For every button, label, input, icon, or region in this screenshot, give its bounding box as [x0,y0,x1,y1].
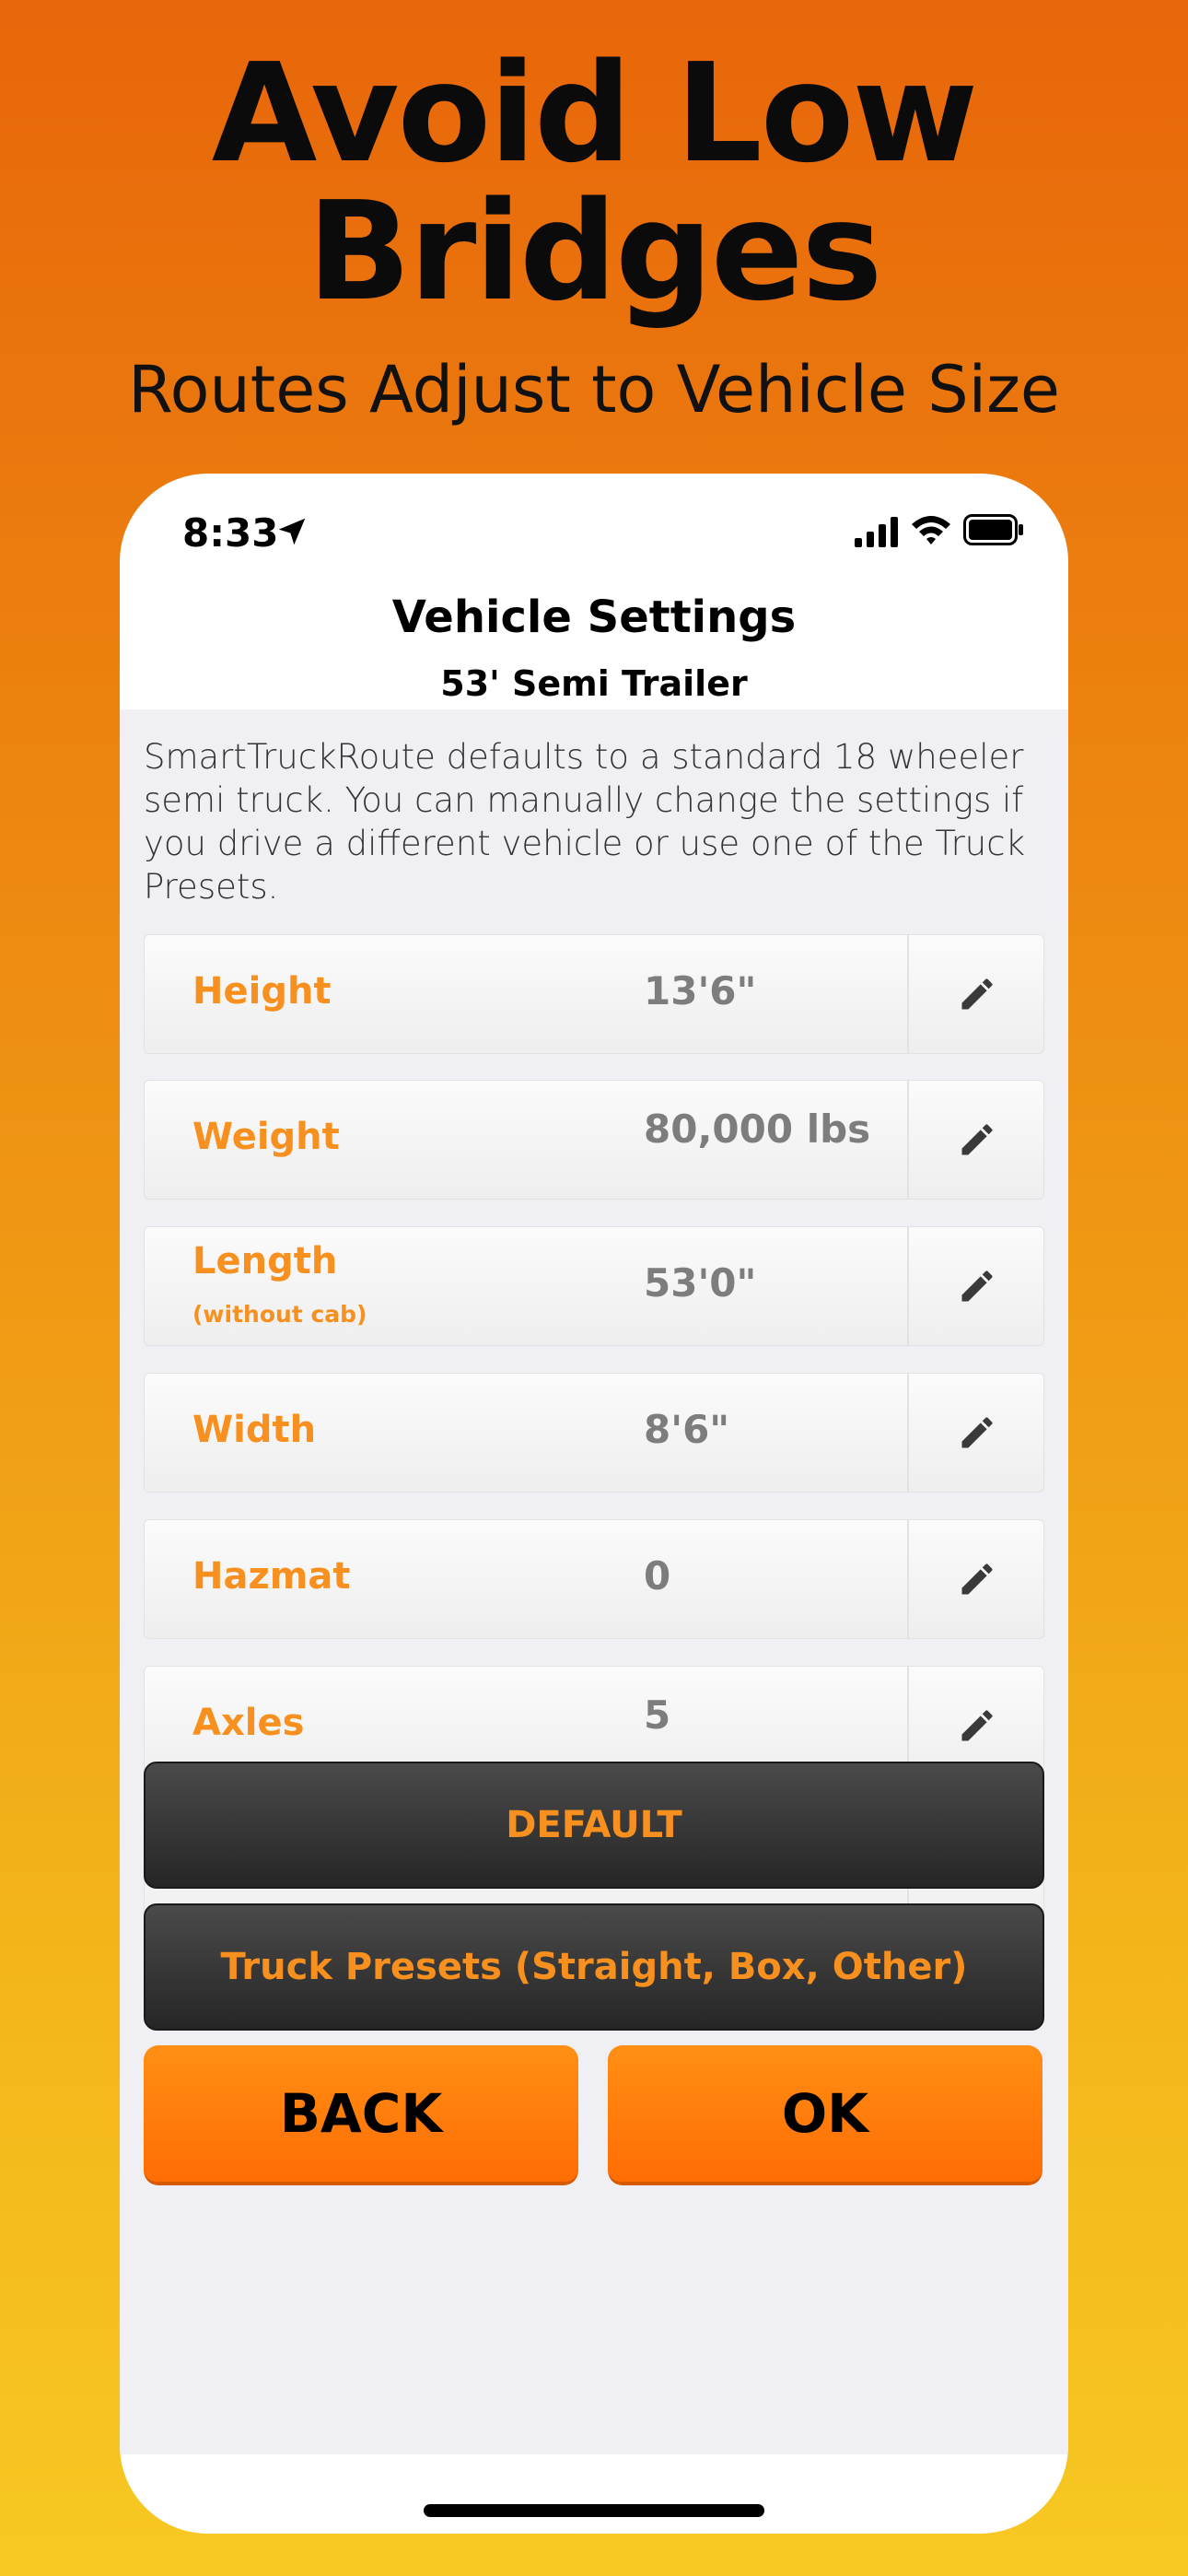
promo-headline-line2: Bridges [307,172,881,331]
pencil-icon [957,1705,997,1746]
wifi-icon [910,512,952,547]
settings-content [120,709,1068,2454]
edit-length-button[interactable] [911,1227,1043,1345]
battery-icon [963,514,1024,545]
setting-value: 5 [644,1692,671,1738]
ok-button[interactable]: OK [608,2045,1042,2185]
divider [907,935,909,1053]
promo-subheadline: Routes Adjust to Vehicle Size [128,352,1060,427]
setting-label: Hazmat [192,1555,351,1598]
home-indicator [424,2504,764,2517]
divider [907,1227,909,1345]
pencil-icon [957,1559,997,1599]
setting-value: 80,000 lbs [644,1107,871,1152]
setting-label: Height [192,970,332,1013]
phone-screen [120,474,1068,2534]
divider [907,1520,909,1638]
pencil-icon [957,1412,997,1453]
setting-value: 13'6" [644,968,757,1013]
divider [907,1374,909,1492]
location-arrow-icon [274,514,309,549]
promo-headline [0,34,1188,331]
setting-value: 8'6" [644,1407,730,1452]
back-button[interactable]: BACK [144,2045,578,2185]
divider [907,1081,909,1199]
setting-row-length[interactable] [144,1226,1044,1346]
cellular-signal-icon [855,516,899,547]
setting-value: 0 [644,1553,671,1598]
setting-row-width[interactable] [144,1373,1044,1493]
edit-hazmat-button[interactable] [911,1520,1043,1638]
pencil-icon [957,974,997,1014]
intro-text: SmartTruckRoute defaults to a standard 18 wheeler semi truck. You can manually change the settings if you drive a different vehicle or use one of the Truck Presets. [144,737,1025,907]
pencil-icon [957,1119,997,1160]
status-bar [120,474,1068,593]
setting-value: 53'0" [644,1260,757,1306]
pencil-icon [957,1266,997,1306]
promo-headline-line1: Avoid Low [211,34,977,193]
setting-row-hazmat[interactable] [144,1519,1044,1639]
setting-label: Length [192,1240,338,1282]
setting-row-height[interactable] [144,934,1044,1054]
setting-sublabel: (without cab) [192,1301,367,1328]
nav-subtitle: 53' Semi Trailer [440,663,748,704]
setting-label: Axles [192,1702,305,1744]
status-time: 8:33 [182,510,279,556]
setting-label: Width [192,1409,317,1451]
default-button[interactable]: DEFAULT [144,1762,1044,1889]
setting-label: Weight [192,1116,340,1158]
edit-height-button[interactable] [911,935,1043,1053]
nav-title: Vehicle Settings [391,591,797,643]
edit-weight-button[interactable] [911,1081,1043,1199]
truck-presets-button[interactable]: Truck Presets (Straight, Box, Other) [144,1903,1044,2031]
setting-row-weight[interactable] [144,1080,1044,1200]
edit-width-button[interactable] [911,1374,1043,1492]
